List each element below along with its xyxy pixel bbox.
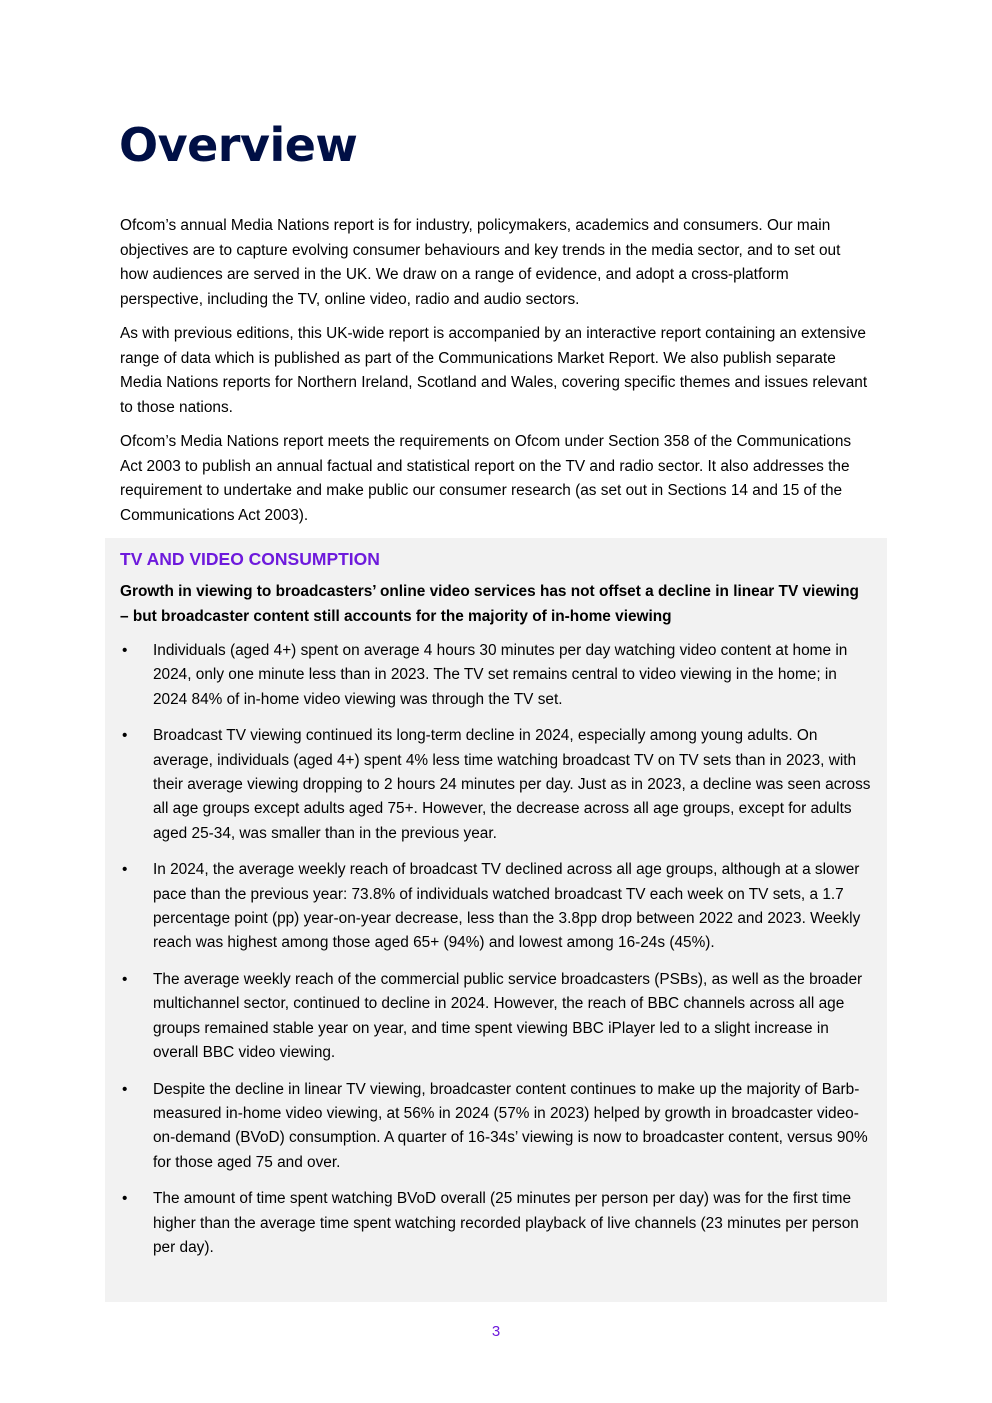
bullet-icon: • <box>122 971 128 989</box>
page-title: Overview <box>119 118 358 172</box>
bullet-item <box>120 968 871 1065</box>
bullet-icon: • <box>122 1080 128 1098</box>
intro-paragraph: Ofcom’s annual Media Nations report is for industry, policymakers, academics and consumers. Our main objectives are to capture evolving consumer behaviours and key trends in the media sector, and to set out how audiences are served in the UK. We draw on a range of evidence, and adopt a cross-platform perspective, including the TV, online video, radio and audio sectors. <box>120 217 841 308</box>
page-number: 3 <box>491 1323 501 1340</box>
bullet-text: Individuals (aged 4+) spent on average 4 hours 30 minutes per day watching video content at home in 2024, only one minute less than in 2023. The TV set remains central to video viewing in the home; in 2024 84% of in-home video viewing was through the TV set. <box>153 642 848 708</box>
bullet-text: In 2024, the average weekly reach of broadcast TV declined across all age groups, although at a slower pace than the previous year: 73.8% of individuals watched broadcast TV each week on TV sets, a 1.7 percentage point (pp) year-on-year decrease, less than the 3.8pp drop between 2022 and 2023. Weekly reach was highest among those aged 65+ (94%) and lowest among 16-24s (45%). <box>153 861 861 952</box>
bullet-text: The amount of time spent watching BVoD overall (25 minutes per person per day) was for the first time higher than the average time spent watching recorded playback of live channels (23 minutes per person per day). <box>153 1190 859 1257</box>
intro-section <box>120 214 872 538</box>
bullet-icon: • <box>122 1190 128 1208</box>
bullet-text: Despite the decline in linear TV viewing, broadcaster content continues to make up the majority of Barb-measured in-home video viewing, at 56% in 2024 (57% in 2023) helped by growth in broadcaster video-on-demand (BVoD) consumption. A quarter of 16-34s’ viewing is now to broadcaster content, versus 90% for those aged 75 and over. <box>153 1080 868 1171</box>
bullet-icon: • <box>122 642 128 659</box>
bullet-icon: • <box>122 727 128 745</box>
summary-heading: TV AND VIDEO CONSUMPTION <box>120 549 380 569</box>
bullet-item <box>120 1187 871 1260</box>
intro-paragraph: Ofcom’s Media Nations report meets the requirements on Ofcom under Section 358 of the Communications Act 2003 to publish an annual factual and statistical report on the TV and radio sector. It also addresses the requirement to undertake and make public our consumer research (as set out in Sections 14 and 15 of the Communications Act 2003). <box>120 433 852 524</box>
intro-paragraph: As with previous editions, this UK-wide report is accompanied by an interactive report containing an extensive range of data which is published as part of the Communications Market Report. We also publish separate Media Nations reports for Northern Ireland, Scotland and Wales, covering specific themes and issues relevant to those nations. <box>120 325 868 416</box>
summary-bullet-list <box>120 639 871 1260</box>
bullet-icon: • <box>122 861 128 879</box>
bullet-text: Broadcast TV viewing continued its long-term decline in 2024, especially among young adults. On average, individuals (aged 4+) spent 4% less time watching broadcast TV on TV sets than in 2023, with their average viewing dropping to 2 hours 24 minutes per day. Just as in 2023, a decline was seen across all age groups except adults aged 75+. However, the decrease across all age groups, except for adults aged 25-34, was smaller than in the previous year. <box>153 727 871 842</box>
summary-box <box>105 538 887 1302</box>
summary-subheading: Growth in viewing to broadcasters’ online video services has not offset a decline in linear TV viewing – but broadcaster content still accounts for the majority of in-home viewing <box>120 583 859 625</box>
bullet-item <box>120 724 871 845</box>
bullet-text: The average weekly reach of the commercial public service broadcasters (PSBs), as well as the broader multichannel sector, continued to decline in 2024. However, the reach of BBC channels across all age groups remained stable year on year, and time spent viewing BBC iPlayer led to a slight increase in overall BBC video viewing. <box>153 971 863 1061</box>
bullet-item <box>120 639 871 712</box>
bullet-item <box>120 1078 871 1175</box>
bullet-item <box>120 858 871 955</box>
